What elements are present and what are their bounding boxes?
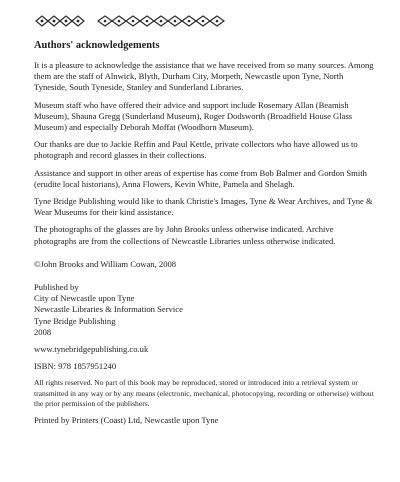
- paragraph-museums: Museum staff who have offered their advice and support include Rosemary Allan (Beamish Museum), Shauna Gregg (Sunderland Museum), Roger Dodsworth (Broadfield House Glass Museum) and especially Deborah Moffat (Woodhorn Museum).: [34, 99, 353, 133]
- rights-notice: All rights reserved. No part of this book may be reproduced, stored or introduced into a retrieval system or transmitted in any way or by any means (electronic, mechanical, photocopying, recording or otherwise) without the prior permission of the publishers.: [34, 378, 374, 408]
- publisher-line: 2008: [34, 326, 52, 337]
- publisher-line: Newcastle Libraries & Information Service: [34, 304, 183, 315]
- paragraph-assistance: Assistance and support in other areas of expertise has come from Bob Balmer and Gordon Smith (erudite local historians), Anna Flowers, Kevin White, Pamela and Shelagh.: [34, 167, 367, 189]
- printer-line: Printed by Printers (Coast) Ltd, Newcastle upon Tyne: [34, 415, 219, 426]
- acknowledgements-page: [34, 40, 374, 432]
- publisher-block: [34, 282, 374, 338]
- website-link[interactable]: www.tynebridgepublishing.co.uk: [34, 344, 149, 355]
- ornament-left-icon: [34, 14, 94, 28]
- isbn-line: ISBN: 978 1857951240: [34, 361, 117, 372]
- page-heading: Authors' acknowledgements: [34, 40, 160, 51]
- paragraph-photographs: The photographs of the glasses are by John Brooks unless otherwise indicated. Archive photographs are from the collections of Newcastle Libraries unless otherwise indicated.: [34, 224, 336, 246]
- publisher-label: Published by: [34, 282, 79, 293]
- ornament-right-icon: [96, 14, 236, 28]
- publisher-line: City of Newcastle upon Tyne: [34, 293, 135, 304]
- paragraph-publisher-thanks: Tyne Bridge Publishing would like to thank Christie's Images, Tyne & Wear Archives, and Tyne & Wear Museums for their kind assistance.: [34, 196, 373, 218]
- paragraph-collectors: Our thanks are due to Jackie Reffin and Paul Kettle, private collectors who have allowed us to photograph and record glasses in their collections.: [34, 139, 358, 161]
- copyright-line: ©John Brooks and William Cowan, 2008: [34, 258, 177, 269]
- publisher-line: Tyne Bridge Publishing: [34, 315, 116, 326]
- paragraph-libraries: It is a pleasure to acknowledge the assistance that we have received from so many sources. Among them are the staff of Alnwick, Blyth, Durham City, Morpeth, Newcastle upon Tyne, North Tyneside, South Tyneside, Stanley and Sunderland Libraries.: [34, 60, 374, 93]
